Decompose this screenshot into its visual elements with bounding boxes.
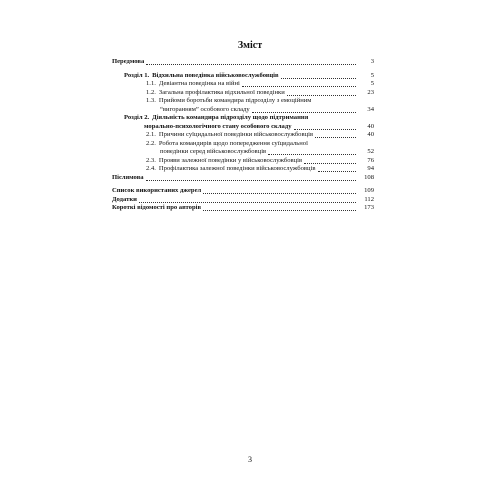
toc-page: 109 xyxy=(364,187,374,194)
toc-entry-appendices[interactable] xyxy=(112,196,374,205)
toc-number: Розділ 2. xyxy=(124,114,150,121)
toc-entry-afterword[interactable] xyxy=(112,174,374,183)
toc-entry-authors[interactable] xyxy=(112,204,374,213)
leader-dots xyxy=(139,202,356,203)
toc-label-line-1: Прийоми боротьби командира підрозділу з емоційним xyxy=(158,97,312,104)
toc-page: 94 xyxy=(367,165,374,172)
toc-entry-section-2[interactable] xyxy=(124,114,374,131)
toc-label: Післямова xyxy=(112,173,144,181)
toc-label: Додатки xyxy=(112,195,137,203)
toc-number: 2.1. xyxy=(146,131,156,138)
leader-dots xyxy=(146,64,356,65)
leader-dots xyxy=(294,129,357,130)
toc-page: 5 xyxy=(370,71,374,79)
toc-page: 76 xyxy=(367,156,374,164)
leader-dots xyxy=(146,180,356,181)
toc-label: Профілактика залежної поведінки військовослужбовців xyxy=(158,165,316,172)
toc-entry-2-2[interactable] xyxy=(146,140,374,157)
toc-number: 2.4. xyxy=(146,165,156,172)
leader-dots xyxy=(252,112,356,113)
toc-label-line-2: поведінки серед військовослужбовців xyxy=(160,148,267,155)
toc-number: 1.3. xyxy=(146,97,156,104)
toc-entry-1-2[interactable] xyxy=(146,89,374,98)
toc-label: Прояви залежної поведінки у військовослужбовців xyxy=(158,156,303,164)
toc-label: Загальна профілактика відхильної поведінки xyxy=(158,88,285,96)
toc-page: 5 xyxy=(370,80,374,87)
toc-label: Причини суїцидальної поведінки військовослужбовців xyxy=(158,131,314,138)
toc-number: 2.3. xyxy=(146,156,156,164)
toc-label: Відхильна поведінка військовослужбовців xyxy=(152,71,279,79)
toc-entry-2-1[interactable] xyxy=(146,131,374,140)
toc-page: 173 xyxy=(364,204,374,211)
toc-page: 34 xyxy=(367,105,374,113)
toc-label-line-1: Робота командирів щодо попередження суїцидальної xyxy=(158,139,308,147)
leader-dots xyxy=(242,86,356,87)
toc-entry-references[interactable] xyxy=(112,187,374,196)
leader-dots xyxy=(304,163,356,164)
toc-label: Короткі відомості про авторів xyxy=(112,204,202,211)
toc-label-line-2: морально-психологічного стану особового складу xyxy=(144,122,292,130)
toc-number: 2.2. xyxy=(146,139,156,147)
toc-page: 112 xyxy=(364,195,374,203)
toc-page: 40 xyxy=(367,131,374,138)
page-number: 3 xyxy=(248,455,252,464)
toc-page: 52 xyxy=(367,148,374,155)
toc-entry-section-1[interactable] xyxy=(124,72,374,81)
table-of-contents xyxy=(112,58,374,213)
toc-page: 108 xyxy=(364,173,374,181)
toc-entry-1-3[interactable] xyxy=(146,97,374,114)
toc-entry-preface[interactable] xyxy=(112,58,374,67)
leader-dots xyxy=(281,78,356,79)
toc-label: Девіантна поведінка на війні xyxy=(158,80,240,87)
leader-dots xyxy=(268,154,356,155)
toc-entry-1-1[interactable] xyxy=(146,80,374,89)
page-title: Зміст xyxy=(237,40,263,51)
toc-number: 1.2. xyxy=(146,88,156,96)
toc-label-line-1: Діяльність командира підрозділу щодо підтримання xyxy=(152,114,309,121)
toc-entry-2-4[interactable] xyxy=(146,165,374,174)
leader-dots xyxy=(203,193,356,194)
toc-page: 3 xyxy=(370,58,374,65)
leader-dots xyxy=(203,210,356,211)
toc-label: Список використаних джерел xyxy=(112,187,202,194)
leader-dots xyxy=(287,95,356,96)
leader-dots xyxy=(315,137,356,138)
toc-entry-2-3[interactable] xyxy=(146,157,374,166)
toc-page: 23 xyxy=(367,88,374,96)
leader-dots xyxy=(318,171,356,172)
toc-page: 40 xyxy=(367,122,374,130)
toc-label-line-2: “вигоранням” особового складу xyxy=(160,105,250,113)
toc-number: Розділ 1. xyxy=(124,71,150,79)
toc-label: Передмова xyxy=(112,58,145,65)
toc-number: 1.1. xyxy=(146,80,156,87)
